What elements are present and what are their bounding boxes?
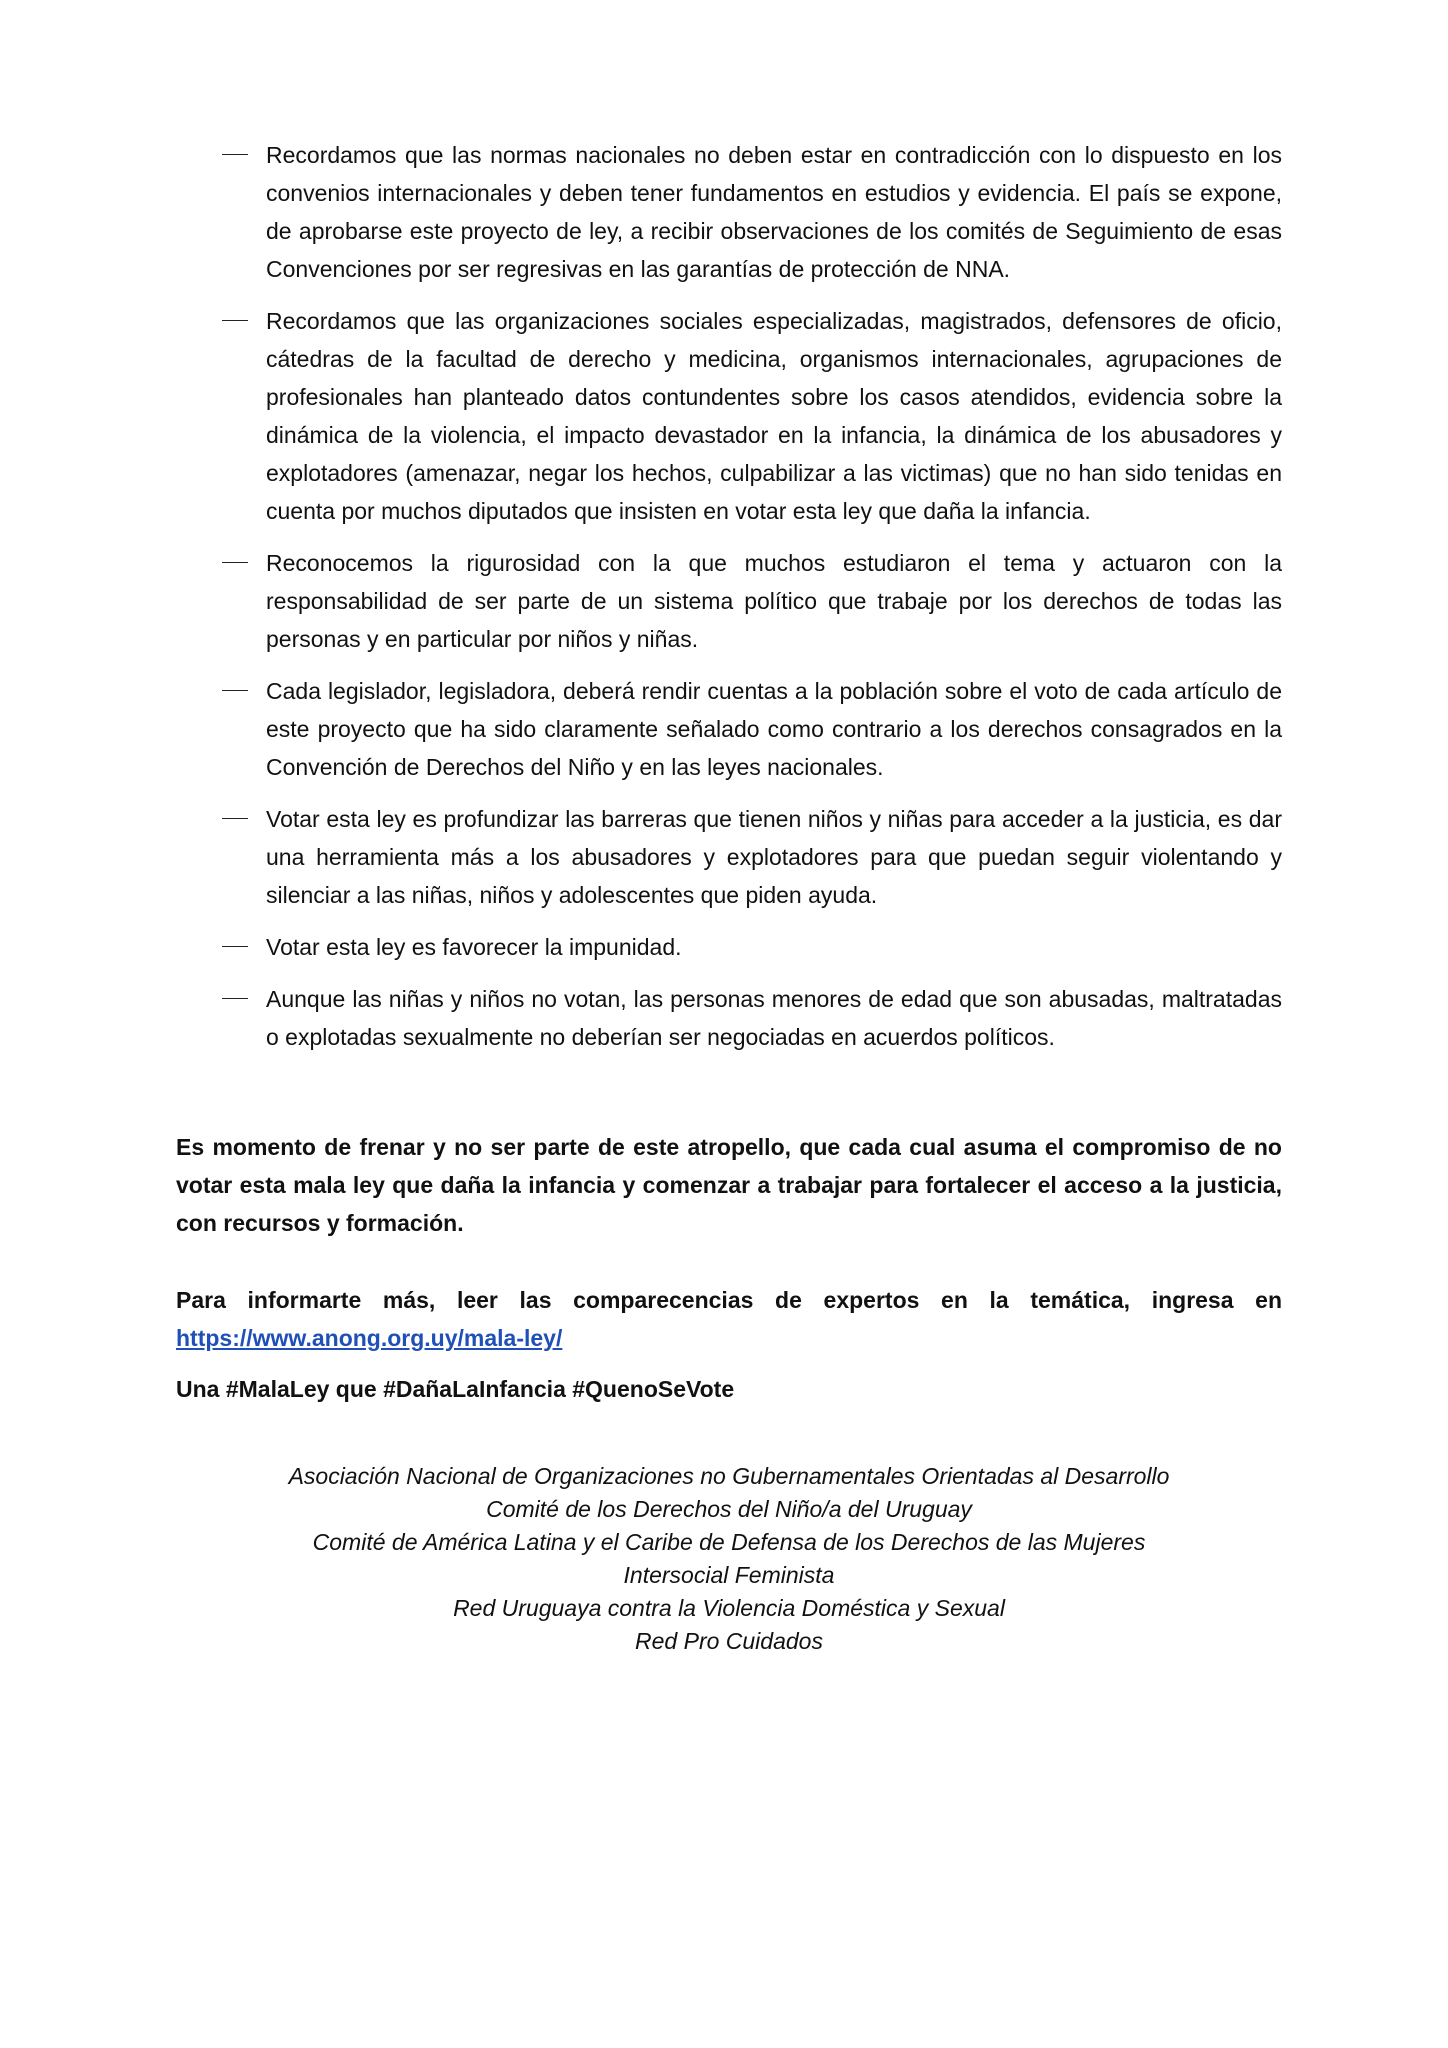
info-link[interactable]: https://www.anong.org.uy/mala-ley/ (176, 1325, 563, 1351)
bullet-text: Votar esta ley es favorecer la impunidad. (266, 934, 682, 960)
bullet-item (222, 136, 1282, 288)
signatory-item: Comité de América Latina y el Caribe de Defensa de los Derechos de las Mujeres (312, 1529, 1146, 1555)
info-paragraph (176, 1281, 1282, 1357)
signatory-item: Asociación Nacional de Organizaciones no Gubernamentales Orientadas al Desarrollo (288, 1463, 1170, 1489)
signatory-item: Red Pro Cuidados (635, 1628, 823, 1654)
bullet-text: Votar esta ley es profundizar las barreras que tienen niños y niñas para acceder a la justicia, es dar una herramienta más a los abusadores y explotadores para que puedan seguir violentando y silenciar a las niñas, niños y adolescentes que piden ayuda. (266, 806, 1282, 908)
bullet-text: Recordamos que las organizaciones sociales especializadas, magistrados, defensores de oficio, cátedras de la facultad de derecho y medicina, organismos internacionales, agrupaciones de profesionales han planteado datos contundentes sobre los casos atendidos, evidencia sobre la dinámica de la violencia, el impacto devastador en la infancia, la dinámica de los abusadores y explotadores (amenazar, negar los hechos, culpabilizar a las victimas) que no han sido tenidas en cuenta por muchos diputados que insisten en votar esta ley que daña la infancia. (266, 308, 1282, 524)
bullet-item (222, 302, 1282, 530)
bullet-text: Recordamos que las normas nacionales no deben estar en contradicción con lo dispuesto en los convenios internacionales y deben tener fundamentos en estudios y evidencia. El país se expone, de aprobarse este proyecto de ley, a recibir observaciones de los comités de Seguimiento de esas Convenciones por ser regresivas en las garantías de protección de NNA. (266, 142, 1282, 282)
bullet-text: Reconocemos la rigurosidad con la que muchos estudiaron el tema y actuaron con la responsabilidad de ser parte de un sistema político que trabaje por los derechos de todas las personas y en particular por niños y niñas. (266, 550, 1282, 652)
signatories-list (176, 1460, 1282, 1658)
signatory-item: Intersocial Feminista (623, 1562, 835, 1588)
dash-bullet-icon (222, 154, 248, 155)
bullet-list (222, 136, 1282, 1070)
bullet-item (222, 544, 1282, 658)
bullet-item (222, 980, 1282, 1056)
bullet-item (222, 928, 1282, 966)
dash-bullet-icon (222, 818, 248, 819)
bullet-text: Aunque las niñas y niños no votan, las personas menores de edad que son abusadas, maltratadas o explotadas sexualmente no deberían ser negociadas en acuerdos políticos. (266, 986, 1282, 1050)
signatory-item: Red Uruguaya contra la Violencia Doméstica y Sexual (453, 1595, 1005, 1621)
hashtags: Una #MalaLey que #DañaLaInfancia #QuenoSeVote (176, 1376, 735, 1402)
bullet-item (222, 800, 1282, 914)
dash-bullet-icon (222, 998, 248, 999)
bullet-item (222, 672, 1282, 786)
dash-bullet-icon (222, 690, 248, 691)
dash-bullet-icon (222, 320, 248, 321)
closing-statement: Es momento de frenar y no ser parte de este atropello, que cada cual asuma el compromiso de no votar esta mala ley que daña la infancia y comenzar a trabajar para fortalecer el acceso a la justicia, con recursos y formación. (176, 1134, 1282, 1236)
dash-bullet-icon (222, 946, 248, 947)
bullet-text: Cada legislador, legisladora, deberá rendir cuentas a la población sobre el voto de cada artículo de este proyecto que ha sido claramente señalado como contrario a los derechos consagrados en la Convención de Derechos del Niño y en las leyes nacionales. (266, 678, 1282, 780)
dash-bullet-icon (222, 562, 248, 563)
info-text: Para informarte más, leer las comparecencias de expertos en la temática, ingresa en (176, 1287, 1282, 1313)
signatory-item: Comité de los Derechos del Niño/a del Uruguay (486, 1496, 972, 1522)
